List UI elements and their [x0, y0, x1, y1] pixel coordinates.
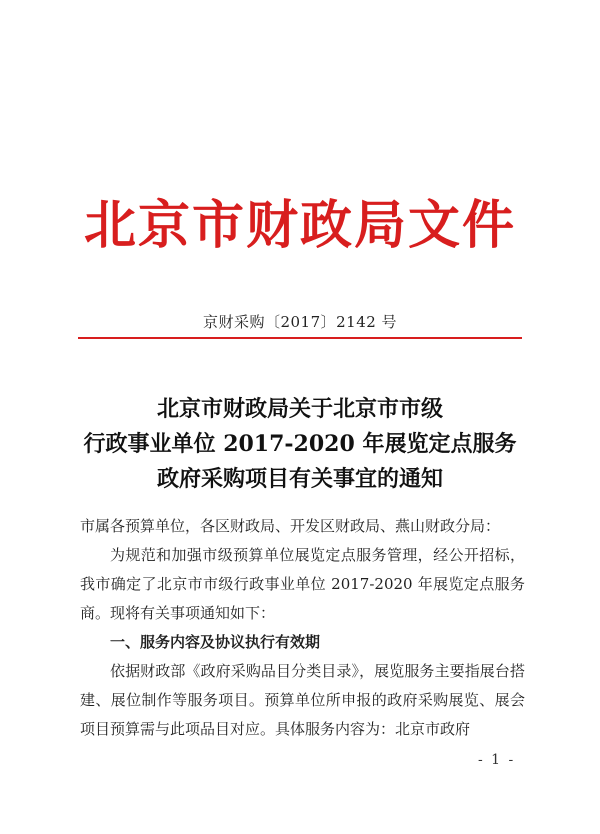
intro-paragraph: 为规范和加强市级预算单位展览定点服务管理，经公开招标，我市确定了北京市市级行政事业单位 2017-2020 年展览定点服务商。现将有关事项通知如下：: [80, 546, 525, 622]
page-number: - 1 -: [478, 752, 516, 768]
document-number: 京财采购〔2017〕2142 号: [202, 313, 398, 331]
red-divider-line: [78, 337, 522, 339]
masthead-title: 北京市财政局文件: [83, 195, 516, 256]
notice-title: [0, 392, 600, 497]
section-heading: 一、服务内容及协议执行有效期: [110, 633, 321, 651]
title-line-3: 政府采购项目有关事宜的通知: [156, 466, 443, 492]
content-paragraph: 依据财政部《政府采购品目分类目录》，展览服务主要指展台搭建、展位制作等服务项目。预算单位所申报的政府采购展览、展会项目预算需与此项品目对应。具体服务内容为：北京市政府: [80, 662, 525, 738]
recipients-line: 市属各预算单位，各区财政局、开发区财政局、燕山财政分局：: [80, 517, 501, 535]
title-line-2: 行政事业单位 2017-2020 年展览定点服务: [83, 431, 517, 457]
document-body: [80, 512, 525, 744]
title-line-1: 北京市财政局关于北京市市级: [156, 396, 443, 422]
